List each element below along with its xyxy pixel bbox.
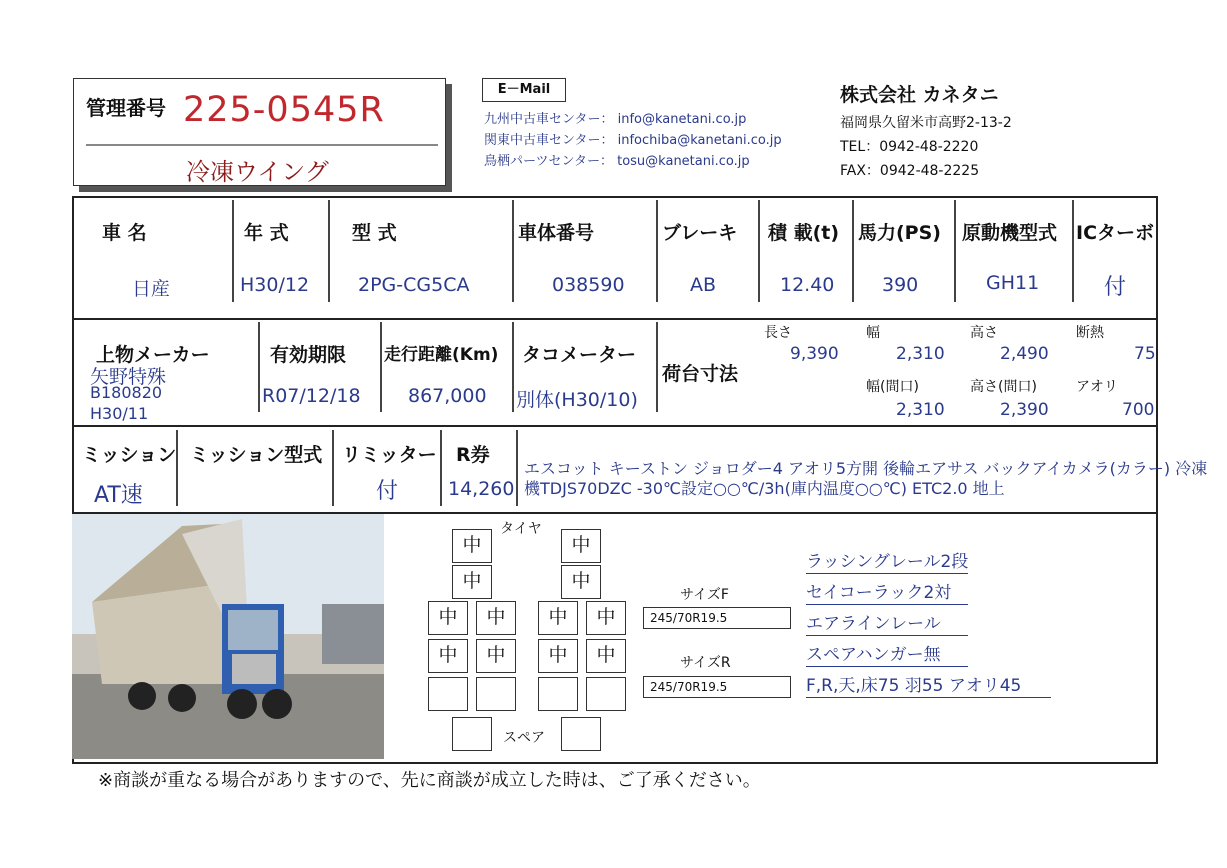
- col-divider: [328, 200, 330, 302]
- tire-front-right-1: 中: [561, 529, 601, 563]
- col-divider: [232, 200, 234, 302]
- label-insulation: 断熱: [1076, 325, 1104, 341]
- company-address: 福岡県久留米市高野2-13-2: [840, 115, 1012, 131]
- value-tachometer: 別体(H30/10): [516, 389, 638, 411]
- value-car-name: 日産: [132, 278, 171, 300]
- value-height: 2,490: [1000, 344, 1049, 364]
- col-divider: [512, 200, 514, 302]
- value-inner-width: 2,310: [896, 400, 945, 420]
- label-chassis: 車体番号: [518, 222, 595, 244]
- tire-label: タイヤ: [500, 521, 542, 537]
- email-center: 九州中古車センター：: [484, 112, 614, 127]
- equipment-line-1: エスコット キーストン ジョロダー4 アオリ5方開 後輪エアサス バックアイカメラ(カラー) 冷凍: [524, 459, 1208, 478]
- label-horsepower: 馬力(PS): [858, 222, 941, 244]
- col-divider: [852, 200, 854, 302]
- label-expiry: 有効期限: [270, 344, 347, 366]
- email-address[interactable]: tosu@kanetani.co.jp: [617, 154, 750, 169]
- size-f-box: 245/70R19.5: [643, 607, 791, 629]
- col-divider: [954, 200, 956, 302]
- value-mission: AT速: [94, 483, 143, 508]
- col-divider: [380, 322, 382, 412]
- value-year: H30/12: [240, 274, 310, 296]
- value-limiter: 付: [376, 479, 399, 504]
- body-type: 冷凍ウイング: [186, 158, 329, 186]
- value-body-maker: 矢野特殊: [90, 366, 167, 388]
- col-divider: [516, 430, 518, 506]
- tire-rear-right-inner-2: 中: [538, 639, 578, 673]
- value-length: 9,390: [790, 344, 839, 364]
- label-height: 高さ: [970, 325, 998, 341]
- value-model: 2PG-CG5CA: [358, 274, 470, 296]
- company-name: 株式会社 カネタニ: [840, 84, 999, 106]
- label-brake: ブレーキ: [662, 222, 738, 244]
- value-body-date: H30/11: [90, 404, 149, 423]
- row-divider-2: [72, 425, 1158, 427]
- label-cargo-dims: 荷台寸法: [662, 363, 739, 385]
- label-width: 幅: [866, 325, 880, 341]
- label-length: 長さ: [764, 325, 792, 341]
- footer-note: ※商談が重なる場合がありますので、先に商談が成立した時は、ご了承ください。: [98, 770, 761, 791]
- tire-rear-right-outer-1: 中: [586, 601, 626, 635]
- size-r-label: サイズR: [680, 655, 731, 671]
- tire-rear-left-outer-1: 中: [428, 601, 468, 635]
- value-insulation: 75: [1134, 344, 1156, 364]
- email-address[interactable]: info@kanetani.co.jp: [617, 112, 747, 127]
- tire-spare-right: [561, 717, 601, 751]
- feature-item: F,R,天,床75 羽55 アオリ45: [806, 675, 1051, 698]
- company-tel: TEL：0942-48-2220: [840, 139, 979, 155]
- size-r-box: 245/70R19.5: [643, 676, 791, 698]
- col-divider: [656, 200, 658, 302]
- tire-spare-left: [452, 717, 492, 751]
- email-row-3: [484, 150, 750, 169]
- mgmt-label: 管理番号: [86, 96, 166, 120]
- value-expiry: R07/12/18: [262, 385, 361, 407]
- value-gate: 700: [1122, 400, 1155, 420]
- spare-label: スペア: [503, 730, 545, 746]
- value-mileage: 867,000: [408, 385, 487, 407]
- tire-rear-right-inner-1: 中: [538, 601, 578, 635]
- feature-item: スペアハンガー無: [806, 644, 968, 667]
- label-model: 型 式: [352, 222, 397, 244]
- feature-item: セイコーラック2対: [806, 582, 968, 605]
- header-divider: [86, 144, 438, 146]
- label-gate: アオリ: [1076, 379, 1118, 395]
- label-body-maker: 上物メーカー: [96, 344, 210, 366]
- label-mission: ミッション: [82, 444, 177, 466]
- feature-item: ラッシングレール2段: [806, 552, 969, 572]
- tire-rear-left-outer-3: [428, 677, 468, 711]
- label-r-ticket: R券: [456, 444, 490, 466]
- size-f-label: サイズF: [680, 587, 729, 603]
- tire-rear-left-outer-2: 中: [428, 639, 468, 673]
- feature-item: エアラインレール: [806, 613, 968, 636]
- email-title-box: [482, 78, 566, 102]
- value-width: 2,310: [896, 344, 945, 364]
- value-body-serial: B180820: [90, 383, 163, 402]
- tire-rear-right-inner-3: [538, 677, 578, 711]
- tire-rear-right-outer-3: [586, 677, 626, 711]
- label-load: 積 載(t): [768, 222, 840, 244]
- label-turbo: ICターボ: [1076, 222, 1155, 244]
- col-divider: [1072, 200, 1074, 302]
- value-brake: AB: [690, 274, 717, 296]
- equipment-line-2: 機TDJS70DZC -30℃設定○○℃/3h(庫内温度○○℃) ETC2.0 地上: [524, 479, 1005, 498]
- email-title: E－Mail: [497, 82, 551, 97]
- label-tachometer: タコメーター: [522, 344, 637, 366]
- email-row-2: [484, 129, 782, 148]
- col-divider: [758, 200, 760, 302]
- company-fax: FAX：0942-48-2225: [840, 163, 980, 179]
- label-car-name: 車 名: [102, 222, 147, 244]
- value-inner-height: 2,390: [1000, 400, 1049, 420]
- email-address[interactable]: infochiba@kanetani.co.jp: [617, 133, 782, 148]
- row-divider-1: [72, 318, 1158, 320]
- tire-rear-left-inner-3: [476, 677, 516, 711]
- mgmt-number: 225-0545R: [183, 90, 385, 130]
- col-divider: [440, 430, 442, 506]
- label-mission-type: ミッション型式: [190, 444, 323, 466]
- tire-front-left-2: 中: [452, 565, 492, 599]
- email-row-1: [484, 108, 746, 127]
- label-inner-width: 幅(間口): [866, 379, 919, 395]
- col-divider: [656, 322, 658, 412]
- value-turbo: 付: [1104, 275, 1127, 300]
- value-load: 12.40: [780, 274, 835, 296]
- col-divider: [332, 430, 334, 506]
- truck-photo: [72, 514, 384, 759]
- tire-front-right-2: 中: [561, 565, 601, 599]
- value-horsepower: 390: [882, 274, 919, 296]
- col-divider: [512, 322, 514, 412]
- label-limiter: リミッター: [342, 444, 437, 466]
- label-engine: 原動機型式: [962, 222, 1058, 244]
- label-inner-height: 高さ(間口): [970, 379, 1037, 395]
- tire-rear-right-outer-2: 中: [586, 639, 626, 673]
- label-mileage: 走行距離(Km): [384, 345, 499, 365]
- label-year: 年 式: [244, 222, 289, 244]
- tire-rear-left-inner-2: 中: [476, 639, 516, 673]
- value-chassis: 038590: [552, 274, 625, 296]
- email-center: 鳥栖パーツセンター：: [484, 154, 613, 169]
- email-center: 関東中古車センター：: [484, 133, 614, 148]
- tire-front-left-1: 中: [452, 529, 492, 563]
- tire-rear-left-inner-1: 中: [476, 601, 516, 635]
- value-engine: GH11: [986, 272, 1040, 294]
- col-divider: [258, 322, 260, 412]
- value-r-ticket: 14,260: [448, 478, 515, 500]
